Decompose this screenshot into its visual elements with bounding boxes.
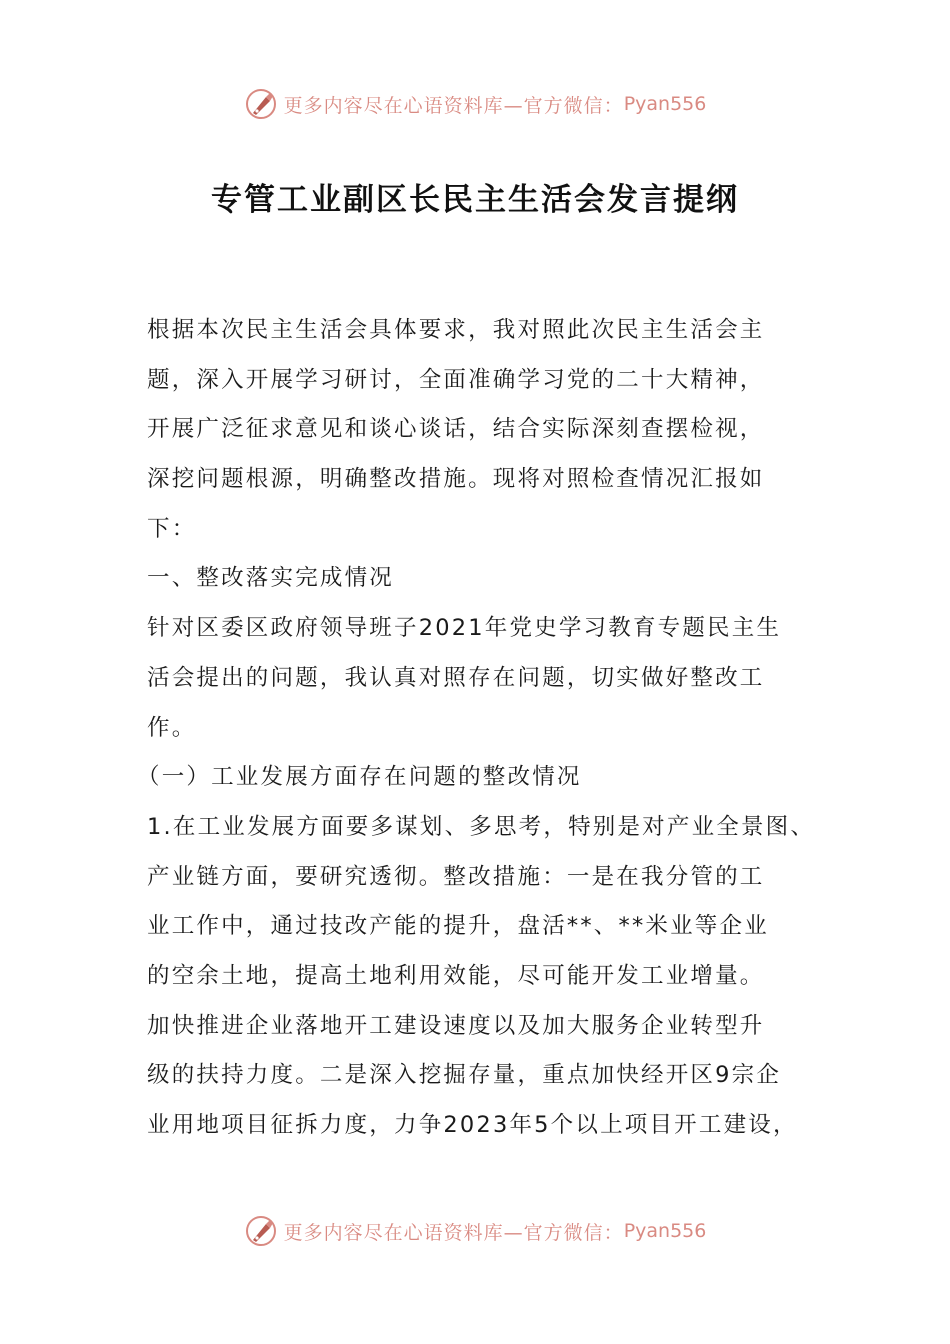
document-body (137, 306, 816, 1151)
paragraph-line: 根据本次民主生活会具体要求，我对照此次民主生活会主 (147, 317, 765, 343)
paragraph-line: 的空余土地，提高土地利用效能，尽可能开发工业增量。 (147, 962, 765, 989)
paragraph-line: 加快推进企业落地开工建设速度以及加大服务企业转型升 (147, 1012, 765, 1039)
paragraph-line: 开展广泛征求意见和谈心谈话，结合实际深刻查摆检视， (147, 416, 765, 443)
paragraph-line: 针对区委区政府领导班子2021年党史学习教育专题民主生 (147, 615, 782, 642)
paragraph-line: 业工作中，通过技改产能的提升，盘活**、**米业等企业 (147, 913, 769, 940)
watermark-banner-bottom (0, 1211, 950, 1251)
pen-nib-logo-icon (244, 87, 278, 121)
watermark-separator: —官方微信： (503, 94, 624, 117)
paragraph-line: 活会提出的问题，我认真对照存在问题，切实做好整改工 (147, 664, 765, 691)
watermark-text: 更多内容尽在心语资料库 (283, 1221, 504, 1244)
paragraph-line: 深挖问题根源，明确整改措施。现将对照检查情况汇报如 (147, 466, 765, 493)
paragraph-line: 下： (147, 515, 197, 542)
paragraph-line: 业用地项目征拆力度，力争2023年5个以上项目开工建设， (147, 1112, 798, 1138)
paragraph-line: 级的扶持力度。二是深入挖掘存量，重点加快经开区9宗企 (147, 1062, 782, 1089)
pen-nib-logo-icon (244, 1214, 278, 1248)
watermark-separator: —官方微信： (503, 1221, 624, 1244)
subsection-heading: （一）工业发展方面存在问题的整改情况 (137, 764, 582, 791)
watermark-code: Pyan556 (623, 1220, 707, 1242)
watermark-text: 更多内容尽在心语资料库 (283, 94, 504, 117)
document-title: 专管工业副区长民主生活会发言提纲 (211, 182, 739, 218)
watermark-banner-top (0, 84, 950, 124)
watermark-code: Pyan556 (623, 93, 707, 115)
paragraph-line: 1.在工业发展方面要多谋划、多思考，特别是对产业全景图、 (147, 813, 816, 840)
section-heading: 一、整改落实完成情况 (147, 565, 395, 592)
paragraph-line: 产业链方面，要研究透彻。整改措施：一是在我分管的工 (147, 863, 765, 890)
paragraph-line: 题，深入开展学习研讨，全面准确学习党的二十大精神， (147, 366, 765, 393)
paragraph-line: 作。 (147, 714, 197, 741)
